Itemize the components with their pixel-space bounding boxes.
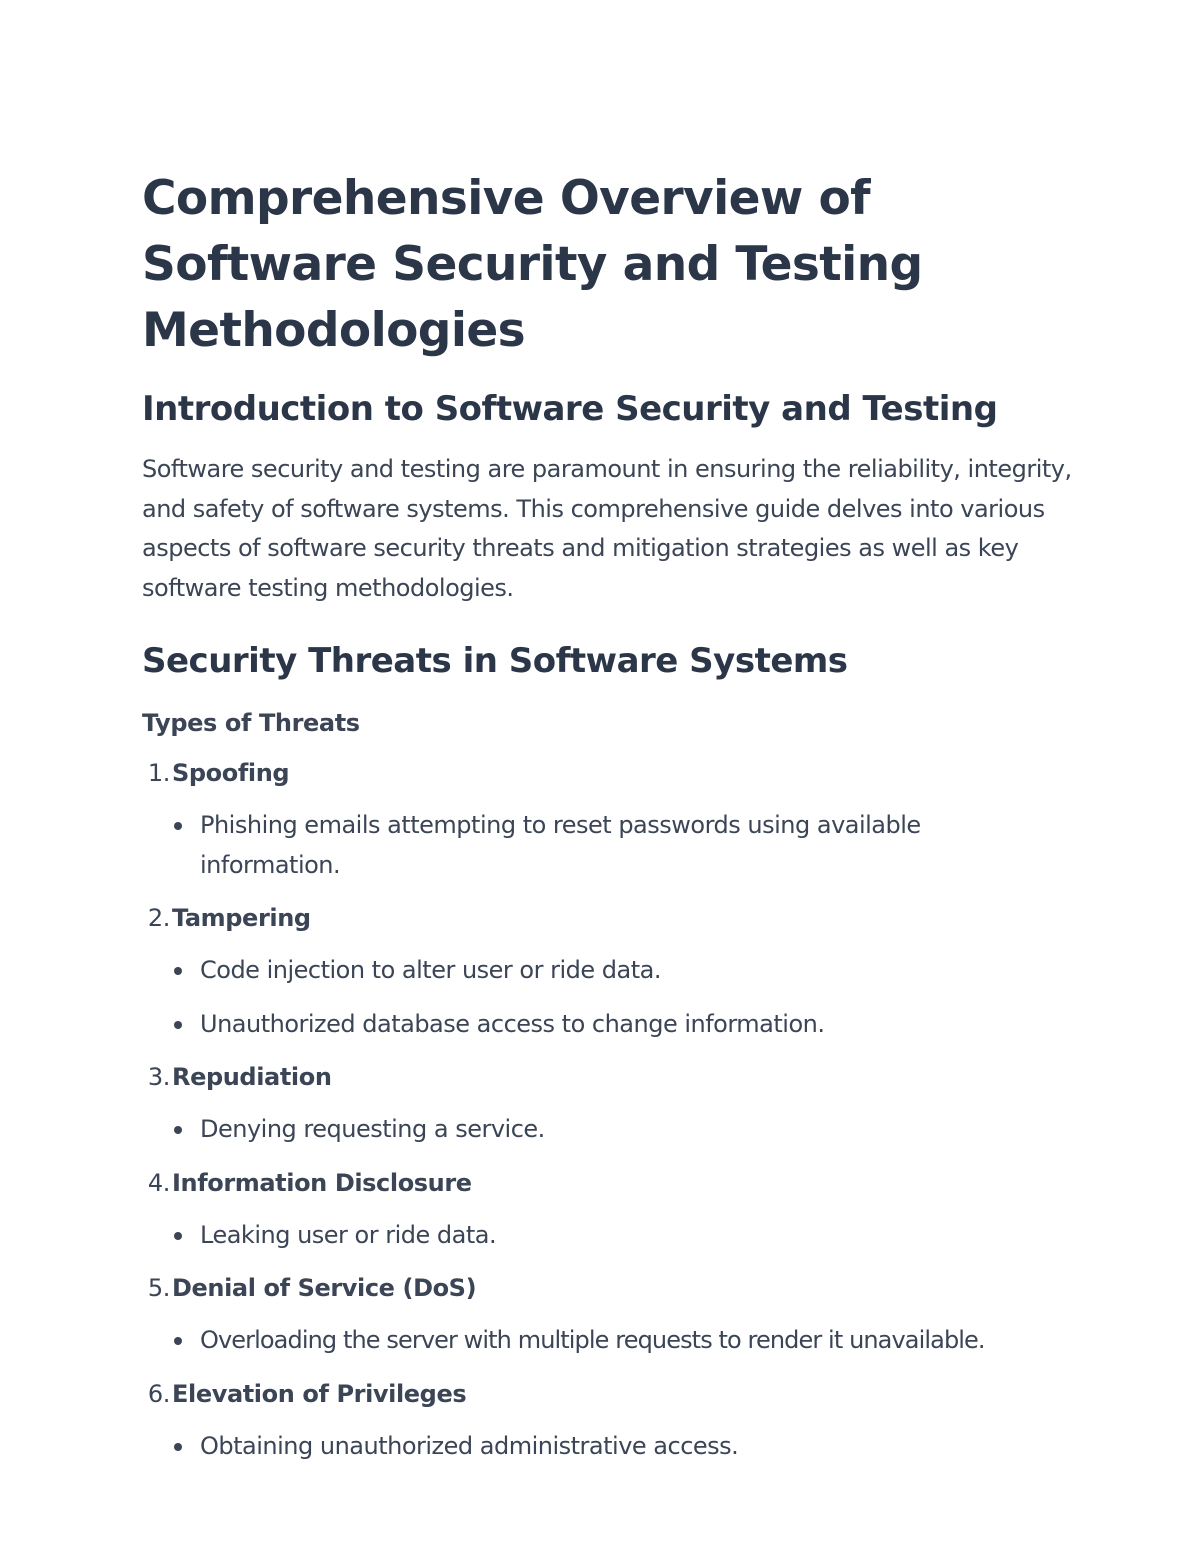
example-item: [142, 1110, 1072, 1150]
bullet-icon: [174, 1126, 182, 1134]
threat-name: Elevation of Privileges: [172, 1379, 467, 1408]
threat-examples: [142, 1216, 1072, 1256]
section-heading-security-threats: Security Threats in Software Systems: [142, 641, 848, 681]
threat-number: 2.: [147, 904, 170, 932]
threat-examples: [142, 1110, 1072, 1150]
threat-title: [142, 1375, 1072, 1413]
threat-title: [142, 1164, 1072, 1202]
section-heading-introduction: Introduction to Software Security and Testing: [142, 389, 998, 429]
subheading-types-of-threats: Types of Threats: [142, 709, 360, 737]
threat-item: [142, 1164, 1072, 1256]
bullet-icon: [174, 1443, 182, 1451]
bullet-icon: [174, 1232, 182, 1240]
example-item: [142, 806, 1072, 885]
document-title: Comprehensive Overview of Software Security and Testing Methodologies: [142, 171, 923, 358]
example-text: Code injection to alter user or ride data.: [200, 956, 661, 984]
threat-item: [142, 1269, 1072, 1361]
threat-list: [142, 754, 1072, 1466]
threat-name: Denial of Service (DoS): [172, 1274, 477, 1302]
example-text: Leaking user or ride data.: [200, 1220, 497, 1249]
example-item: [142, 951, 1072, 991]
threat-name: Information Disclosure: [172, 1168, 472, 1197]
threat-title: [142, 754, 1072, 792]
threat-title: [142, 1058, 1072, 1096]
example-text: Denying requesting a service.: [200, 1115, 545, 1143]
threat-number: 5.: [147, 1274, 170, 1302]
bullet-icon: [174, 1021, 182, 1029]
example-text: Obtaining unauthorized administrative access.: [200, 1431, 739, 1460]
threat-examples: [142, 806, 1072, 885]
threat-name: Tampering: [172, 904, 311, 932]
example-item: [142, 1216, 1072, 1256]
bullet-icon: [174, 822, 182, 830]
threat-item: [142, 899, 1072, 1044]
document-page: [142, 166, 1072, 1480]
example-item: [142, 1005, 1072, 1045]
threat-number: 6.: [147, 1379, 170, 1408]
threat-examples: [142, 951, 1072, 1044]
threat-number: 1.: [147, 759, 170, 787]
example-text: Overloading the server with multiple requests to render it unavailable.: [200, 1326, 985, 1354]
example-item: [142, 1321, 1072, 1361]
threat-item: [142, 754, 1072, 885]
example-item: [142, 1427, 1072, 1467]
threat-item: [142, 1058, 1072, 1150]
example-text: Phishing emails attempting to reset passwords using available information.: [200, 811, 921, 879]
threat-number: 3.: [147, 1063, 170, 1091]
bullet-icon: [174, 967, 182, 975]
threat-name: Repudiation: [172, 1063, 332, 1091]
threat-name: Spoofing: [172, 759, 290, 787]
threat-examples: [142, 1321, 1072, 1361]
threat-title: [142, 899, 1072, 937]
threat-number: 4.: [147, 1168, 170, 1197]
threat-item: [142, 1375, 1072, 1467]
bullet-icon: [174, 1337, 182, 1345]
example-text: Unauthorized database access to change information.: [200, 1009, 825, 1038]
introduction-paragraph: Software security and testing are paramount in ensuring the reliability, integrity, and safety of software systems. This comprehensive guide delves into various aspects of software security threats and mitigation strategies as well as key software testing methodologies.: [142, 455, 1072, 602]
threat-examples: [142, 1427, 1072, 1467]
threat-title: [142, 1269, 1072, 1307]
